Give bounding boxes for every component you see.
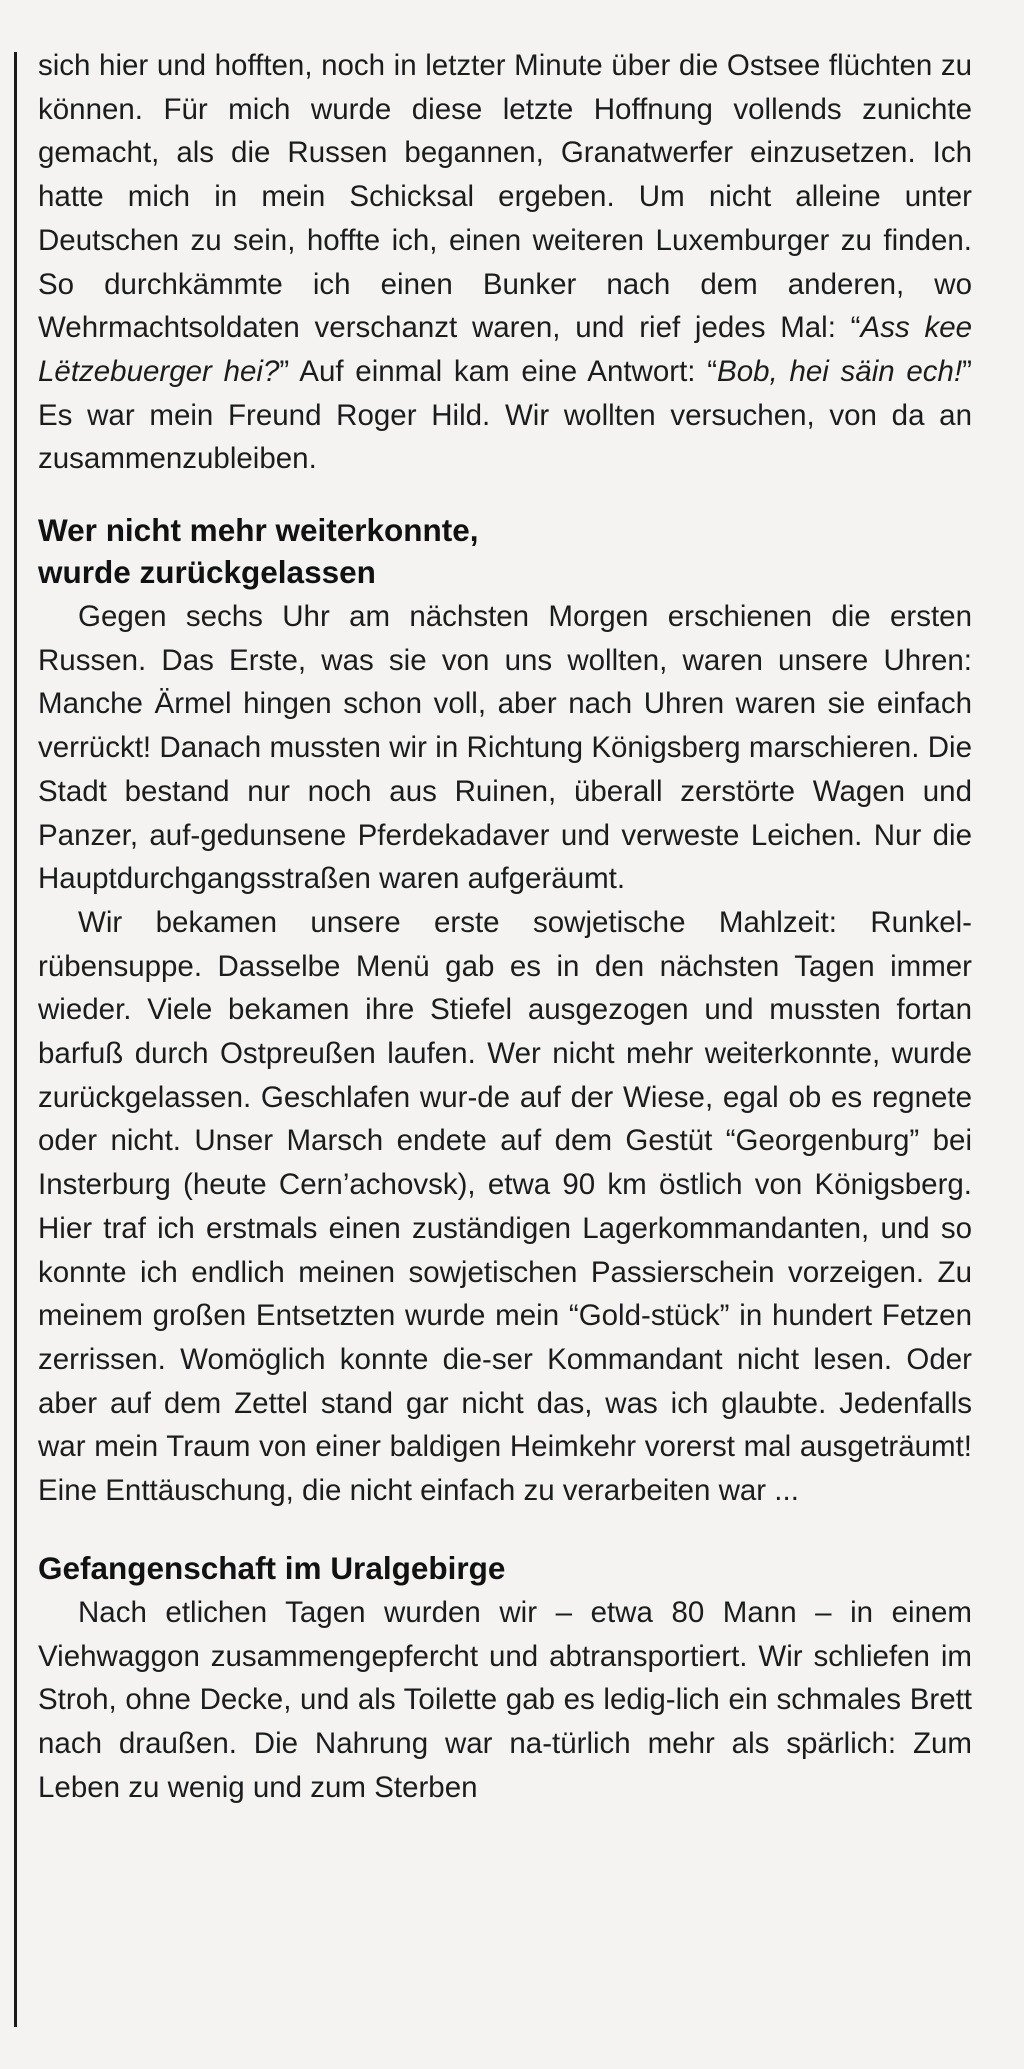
- heading-line-2: wurde zurückgelassen: [38, 554, 376, 591]
- quoted-speech-italic: Bob, hei säin ech!: [717, 354, 963, 388]
- text-run: ” Es war mein Freund Roger Hild. Wir wollten versuchen, von da an zusammenzubleiben.: [38, 354, 972, 476]
- section-heading-left-behind: [38, 509, 972, 593]
- page-margin-rule: [14, 52, 17, 2027]
- text-run: sich hier und hofften, noch in letzter Minute über die Ostsee flüchten zu können. Für mich wurde diese letzte Hoffnung vollends zunichte gemacht, als die Russen begannen, Granatwerfer einzusetzen. Ich hatte mich in mein Schicksal ergeben. Um nicht alleine unter Deutschen zu sein, hoffte ich, einen weiteren Luxemburger zu finden. So durchkämmte ich einen Bunker nach dem anderen, wo Wehrmachtsoldaten verschanzt waren, und rief jedes Mal: “: [38, 49, 972, 345]
- text-run: ” Auf einmal kam eine Antwort: “: [279, 354, 718, 388]
- quoted-speech-italic: Ass kee Lëtzebuerger hei?: [38, 311, 973, 388]
- paragraph-russians-arrive: Gegen sechs Uhr am nächsten Morgen erschienen die ersten Russen. Das Erste, was sie von uns wollten, waren unsere Uhren: Manche Ärmel hingen schon voll, aber nach Uhren waren sie einfach verrückt! Danach mussten wir in Richtung Königsberg marschieren. Die Stadt bestand nur noch aus Ruinen, überall zerstörte Wagen und Panzer, auf-gedunsene Pferdekadaver und verweste Leichen. Nur die Hauptdurchgangsstraßen waren aufgeräumt.: [38, 600, 972, 896]
- heading-line-1: Wer nicht mehr weiterkonnte,: [38, 512, 479, 549]
- section-heading-ural-captivity: Gefangenschaft im Uralgebirge: [38, 1549, 506, 1586]
- paragraph-bunker-search: [38, 44, 972, 481]
- book-page: [38, 44, 972, 1809]
- paragraph-first-meal: Wir bekamen unsere erste sowjetische Mahlzeit: Runkel-rübensuppe. Dasselbe Menü gab es in den nächsten Tagen immer wieder. Viele bekamen ihre Stiefel ausgezogen und mussten fortan barfuß durch Ostpreußen laufen. Wer nicht mehr weiterkonnte, wurde zurückgelassen. Geschlafen wur-de auf der Wiese, egal ob es regnete oder nicht. Unser Marsch endete auf dem Gestüt “Georgenburg” bei Insterburg (heute Cern’achovsk), etwa 90 km östlich von Königsberg. Hier traf ich erstmals einen zuständigen Lagerkommandanten, und so konnte ich endlich meinen sowjetischen Passierschein vorzeigen. Zu meinem großen Entsetzten wurde mein “Gold-stück” in hundert Fetzen zerrissen. Womöglich konnte die-ser Kommandant nicht lesen. Oder aber auf dem Zettel stand gar nicht das, was ich glaubte. Jedenfalls war mein Traum von einer baldigen Heimkehr vorerst mal ausgeträumt! Eine Enttäuschung, die nicht einfach zu verarbeiten war ...: [38, 905, 972, 1508]
- paragraph-cattle-wagon: Nach etlichen Tagen wurden wir – etwa 80 Mann – in einem Viehwaggon zusammengepfercht und abtransportiert. Wir schliefen im Stroh, ohne Decke, und als Toilette gab es ledig-lich ein schmales Brett nach draußen. Die Nahrung war na-türlich mehr als spärlich: Zum Leben zu wenig und zum Sterben: [38, 1595, 972, 1804]
